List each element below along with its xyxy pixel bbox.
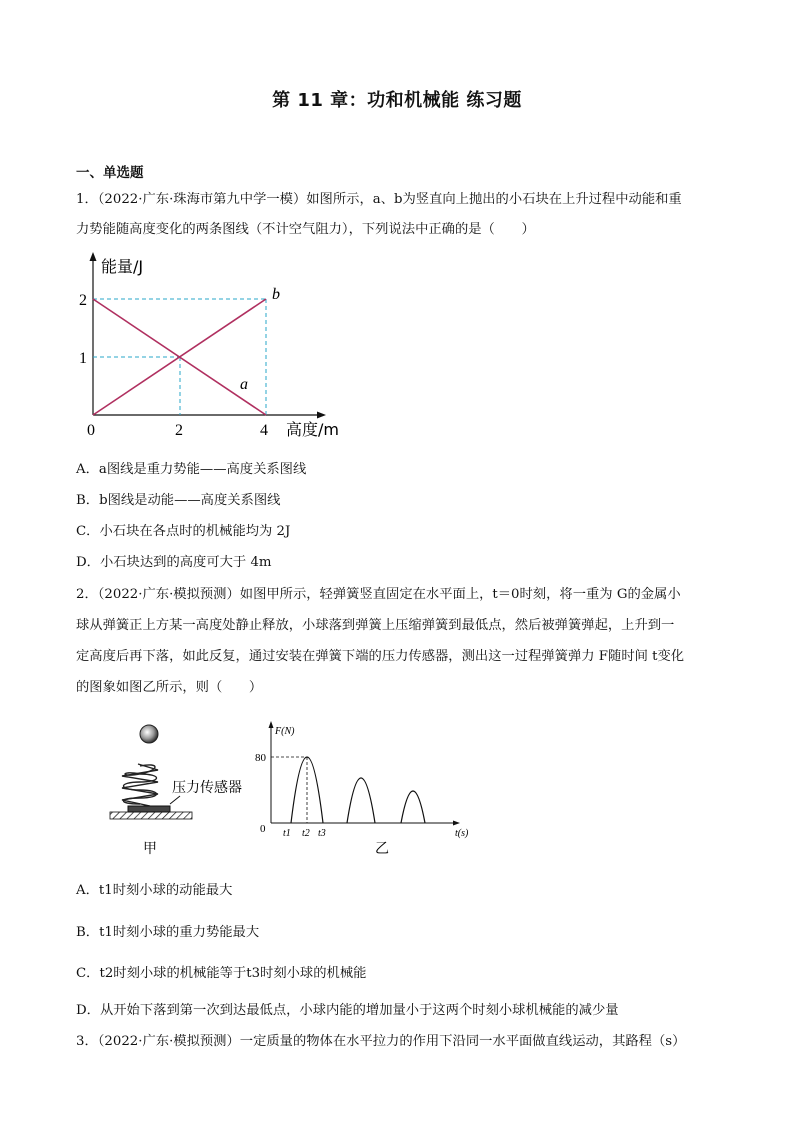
- y-axis-label: 能量/J: [101, 257, 144, 276]
- q2-stem-line-2: 球从弹簧正上方某一高度处静止释放，小球落到弹簧上压缩弹簧到最低点，然后被弹簧弹起，上升到一: [76, 618, 675, 633]
- q2-figure-yi: [255, 718, 480, 863]
- metal-ball: [140, 725, 158, 743]
- x-axis-arrow: [317, 412, 326, 419]
- q2-option-d[interactable]: D．从开始下落到第一次到达最低点，小球内能的增加量小于这两个时刻小球机械能的减少量: [76, 1003, 619, 1018]
- sensor-base: [110, 812, 192, 819]
- q1-option-d[interactable]: D．小石块达到的高度可大于 4m: [76, 555, 272, 570]
- series-b-label: b: [272, 286, 280, 303]
- spring-coils: [122, 764, 158, 806]
- f-axis-arrow: [269, 721, 274, 728]
- q2-option-c[interactable]: C．t2时刻小球的机械能等于t3时刻小球的机械能: [76, 966, 367, 981]
- page-title: 第 11 章：功和机械能 练习题: [272, 90, 522, 111]
- q2-option-b[interactable]: B．t1时刻小球的重力势能最大: [76, 925, 260, 940]
- sensor-pointer: [170, 796, 180, 804]
- y-tick-1: 1: [79, 350, 87, 367]
- q1-stem-line-1: 1．（2022·广东·珠海市第九中学一模）如图所示，a、b为竖直向上抛出的小石块在上升过程中动能和重: [76, 192, 682, 207]
- t2-label: t2: [302, 828, 310, 839]
- q1-stem-line-2: 力势能随高度变化的两条图线（不计空气阻力），下列说法中正确的是（ ）: [76, 222, 535, 237]
- q1-option-b[interactable]: B．b图线是动能——高度关系图线: [76, 493, 281, 508]
- figure-yi-label: 乙: [375, 841, 389, 857]
- q3-stem-line-1: 3．（2022·广东·模拟预测）一定质量的物体在水平拉力的作用下沿同一水平面做直线运动，其路程（s）: [76, 1034, 686, 1049]
- pressure-sensor: [128, 806, 170, 812]
- sensor-label: 压力传感器: [172, 780, 242, 796]
- force-pulse-3: [401, 791, 425, 823]
- q2-stem-line-1: 2．（2022·广东·模拟预测）如图甲所示，轻弹簧竖直固定在水平面上，t＝0时刻，将一重为 G的金属小: [76, 587, 681, 602]
- q2-option-a[interactable]: A．t1时刻小球的动能最大: [76, 883, 233, 898]
- t3-label: t3: [318, 828, 326, 839]
- q1-option-a[interactable]: A．a图线是重力势能——高度关系图线: [76, 462, 307, 477]
- t-axis-arrow: [453, 821, 460, 826]
- t1-label: t1: [283, 828, 291, 839]
- x-tick-2: 2: [175, 422, 183, 439]
- figure-jia-label: 甲: [143, 841, 157, 857]
- force-value-label: 80: [255, 752, 266, 764]
- q2-stem-line-3: 定高度后再下落，如此反复，通过安装在弹簧下端的压力传感器，测出这一过程弹簧弹力 F随时间 t变化: [76, 649, 685, 664]
- y-axis-arrow: [90, 252, 97, 261]
- q1-energy-height-chart: [70, 252, 360, 444]
- x-tick-4: 4: [260, 422, 268, 439]
- section-heading: 一、单选题: [76, 165, 144, 181]
- x-axis-label: 高度/m: [286, 420, 339, 439]
- origin-label: 0: [87, 422, 95, 439]
- q2-stem-line-4: 的图象如图乙所示，则（ ）: [76, 680, 263, 695]
- f-axis-label: F(N): [275, 726, 295, 737]
- q2-figure-jia: [100, 718, 260, 863]
- y-tick-2: 2: [79, 292, 87, 309]
- q1-option-c[interactable]: C．小石块在各点时的机械能均为 2J: [76, 524, 291, 539]
- force-pulse-2: [347, 778, 375, 823]
- origin-label: 0: [260, 823, 266, 835]
- series-a-label: a: [240, 376, 248, 393]
- t-axis-label: t(s): [455, 828, 469, 839]
